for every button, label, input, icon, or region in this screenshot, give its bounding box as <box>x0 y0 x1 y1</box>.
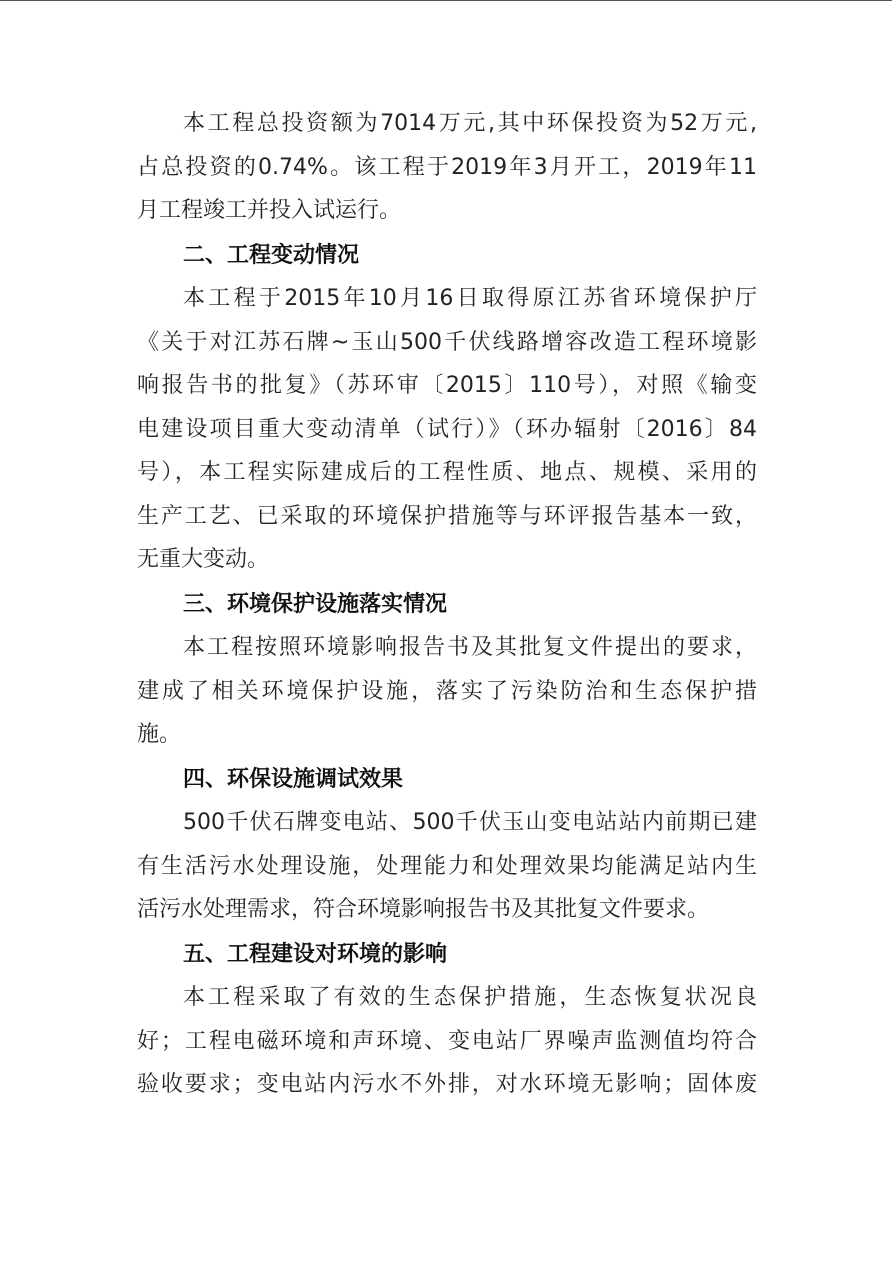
paragraph-line: 生产工艺、已采取的环境保护措施等与环评报告基本一致， <box>137 503 757 529</box>
paragraph-line: 号），本工程实际建成后的工程性质、地点、规模、采用的 <box>137 460 757 485</box>
paragraph-line: 月工程竣工并投入试运行。 <box>137 198 402 223</box>
paragraph-line: 本工程总投资额为7014万元,其中环保投资为52万元, <box>183 111 757 136</box>
paragraph-line: 无重大变动。 <box>137 547 270 572</box>
paragraph-line: 占总投资的0.74%。该工程于2019年3月开工，2019年11 <box>137 154 757 180</box>
paragraph-line: 验收要求；变电站内污水不外排，对水环境无影响；固体废 <box>137 1072 757 1097</box>
paragraph-line: 电建设项目重大变动清单（试行）》（环办辐射〔2016〕84 <box>137 416 757 442</box>
paragraph-line: 本工程按照环境影响报告书及其批复文件提出的要求， <box>183 635 757 660</box>
paragraph-line: 施。 <box>137 722 182 747</box>
paragraph-line: 活污水处理需求，符合环境影响报告书及其批复文件要求。 <box>137 897 710 922</box>
section-heading: 三、环境保护设施落实情况 <box>183 591 448 617</box>
section-heading: 四、环保设施调试效果 <box>183 766 404 792</box>
paragraph-line: 《关于对江苏石牌~玉山500千伏线路增容改造工程环境影 <box>137 329 757 355</box>
paragraph-line: 响报告书的批复》（苏环审〔2015〕110号），对照《输变 <box>137 373 757 398</box>
section-heading: 二、工程变动情况 <box>183 242 360 268</box>
paragraph-line: 500千伏石牌变电站、500千伏玉山变电站站内前期已建 <box>183 810 757 835</box>
paragraph-line: 建成了相关环境保护设施，落实了污染防治和生态保护措 <box>137 678 757 704</box>
section-heading: 五、工程建设对环境的影响 <box>183 941 448 967</box>
paragraph-line: 本工程于2015年10月16日取得原江苏省环境保护厅 <box>183 286 757 311</box>
paragraph-line: 本工程采取了有效的生态保护措施，生态恢复状况良 <box>183 985 757 1010</box>
paragraph-line: 好；工程电磁环境和声环境、变电站厂界噪声监测值均符合 <box>137 1028 757 1054</box>
paragraph-line: 有生活污水处理设施，处理能力和处理效果均能满足站内生 <box>137 853 757 879</box>
